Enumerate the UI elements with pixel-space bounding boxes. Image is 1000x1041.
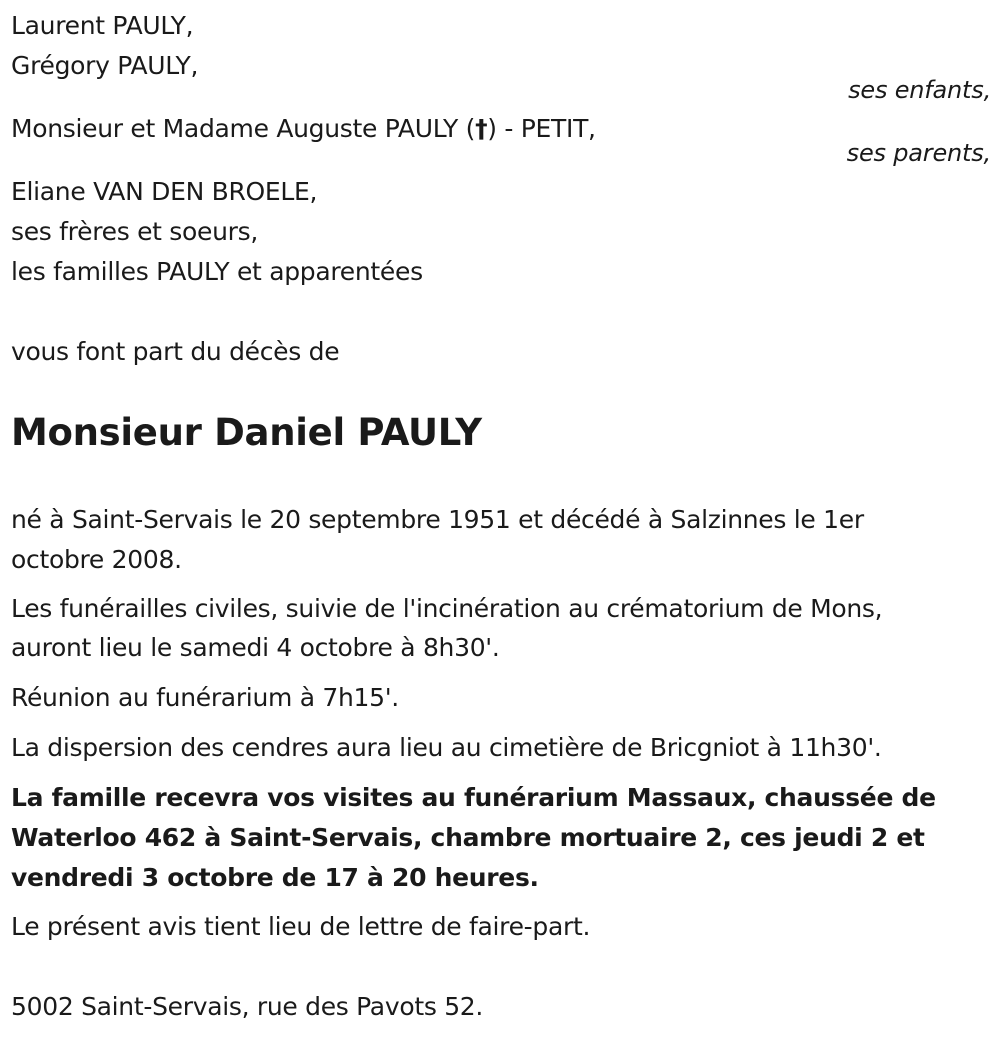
birth-death-line-2: octobre 2008. <box>11 545 182 574</box>
visits-line-2: Waterloo 462 à Saint-Servais, chambre mortuaire 2, ces jeudi 2 et <box>11 823 925 852</box>
funeral-line-1: Les funérailles civiles, suivie de l'incinération au crématorium de Mons, <box>11 594 883 623</box>
ashes-line: La dispersion des cendres aura lieu au cimetière de Bricgniot à 11h30'. <box>11 733 882 762</box>
birth-death-line-1: né à Saint-Servais le 20 septembre 1951 et décédé à Salzinnes le 1er <box>11 505 864 534</box>
parents-suffix: ) - PETIT, <box>487 114 596 143</box>
deceased-name: Monsieur Daniel PAULY <box>11 411 482 454</box>
partner-name: Eliane VAN DEN BROELE, <box>11 177 318 206</box>
siblings-line: ses frères et soeurs, <box>11 217 258 246</box>
child-name-1: Laurent PAULY, <box>11 11 194 40</box>
children-role-label: ses enfants, <box>848 76 991 104</box>
address-line: 5002 Saint-Servais, rue des Pavots 52. <box>11 992 484 1021</box>
notice-line: Le présent avis tient lieu de lettre de faire-part. <box>11 912 591 941</box>
parents-line <box>11 109 596 149</box>
parents-role-label: ses parents, <box>846 139 991 167</box>
cross-icon: † <box>475 114 488 143</box>
meeting-line: Réunion au funérarium à 7h15'. <box>11 683 399 712</box>
parents-prefix: Monsieur et Madame Auguste PAULY ( <box>11 114 476 143</box>
announcement-intro: vous font part du décès de <box>11 337 340 366</box>
visits-line-3: vendredi 3 octobre de 17 à 20 heures. <box>11 863 539 892</box>
obituary-notice <box>11 0 991 1041</box>
families-line: les familles PAULY et apparentées <box>11 257 423 286</box>
funeral-line-2: auront lieu le samedi 4 octobre à 8h30'. <box>11 633 500 662</box>
visits-line-1: La famille recevra vos visites au funérarium Massaux, chaussée de <box>11 783 936 812</box>
child-name-2: Grégory PAULY, <box>11 51 199 80</box>
